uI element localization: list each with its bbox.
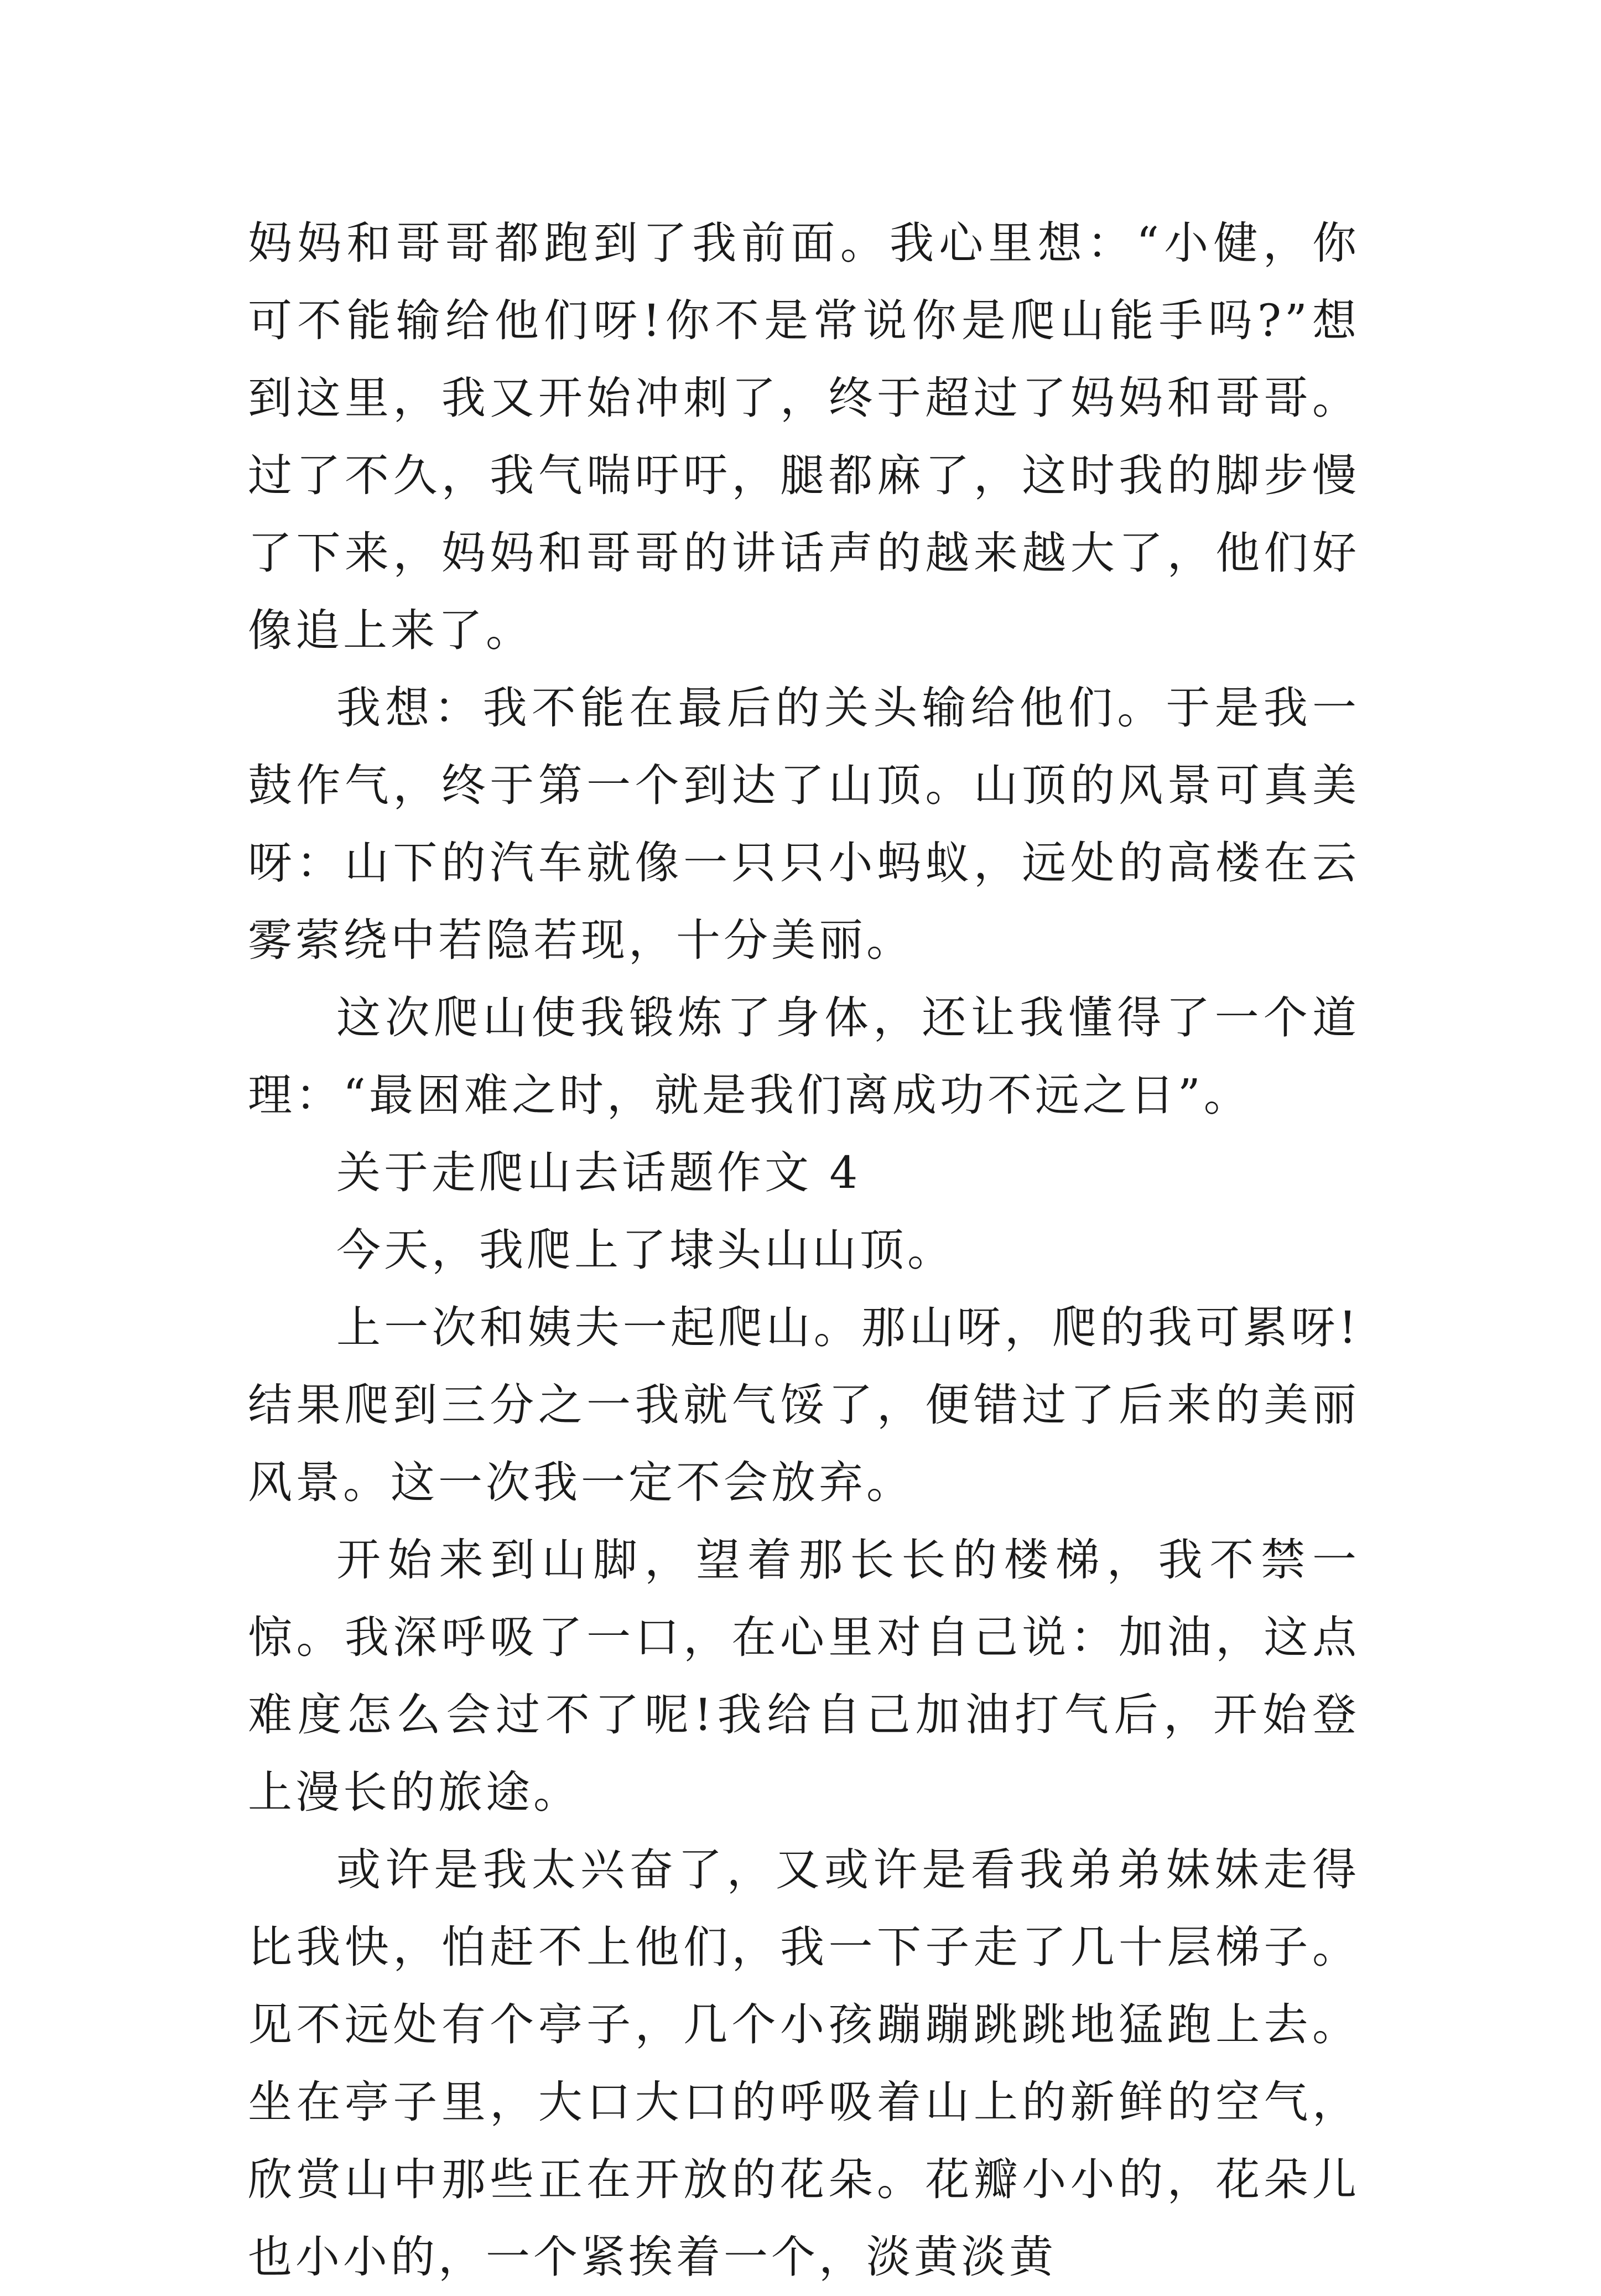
- paragraph-3: 这次爬山使我锻炼了身体，还让我懂得了一个道理：“最困难之时，就是我们离成功不远之日”。: [248, 992, 1360, 1121]
- paragraph-6: 开始来到山脚，望着那长长的楼梯，我不禁一惊。我深呼吸了一口，在心里对自己说：加油，这点难度怎么会过不了呢!我给自己加油打气后，开始登上漫长的旅途。: [248, 1534, 1360, 1818]
- paragraph-4: 今天，我爬上了埭头山山顶。: [336, 1224, 955, 1276]
- paragraph-1: 妈妈和哥哥都跑到了我前面。我心里想：“小健，你可不能输给他们呀!你不是常说你是爬山能手吗?”想到这里，我又开始冲刺了，终于超过了妈妈和哥哥。过了不久，我气喘吁吁，腿都麻了，这时我的脚步慢了下来，妈妈和哥哥的讲话声的越来越大了，他们好像追上来了。: [248, 217, 1360, 656]
- essay-body: [248, 205, 1360, 2296]
- paragraph-2: 我想：我不能在最后的关头输给他们。于是我一鼓作气，终于第一个到达了山顶。山顶的风景可真美呀：山下的汽车就像一只只小蚂蚁，远处的高楼在云雾萦绕中若隐若现，十分美丽。: [248, 682, 1360, 966]
- paragraph-5: 上一次和姨夫一起爬山。那山呀，爬的我可累呀!结果爬到三分之一我就气馁了，便错过了后来的美丽风景。这一次我一定不会放弃。: [248, 1302, 1360, 1508]
- section-heading: 关于走爬山去话题作文 4: [336, 1147, 861, 1198]
- paragraph-7: 或许是我太兴奋了，又或许是看我弟弟妹妹走得比我快，怕赶不上他们，我一下子走了几十层梯子。见不远处有个亭子，几个小孩蹦蹦跳跳地猛跑上去。坐在亭子里，大口大口的呼吸着山上的新鲜的空气，欣赏山中那些正在开放的花朵。花瓣小小的，花朵儿也小小的，一个紧挨着一个，淡黄淡黄: [248, 1844, 1360, 2283]
